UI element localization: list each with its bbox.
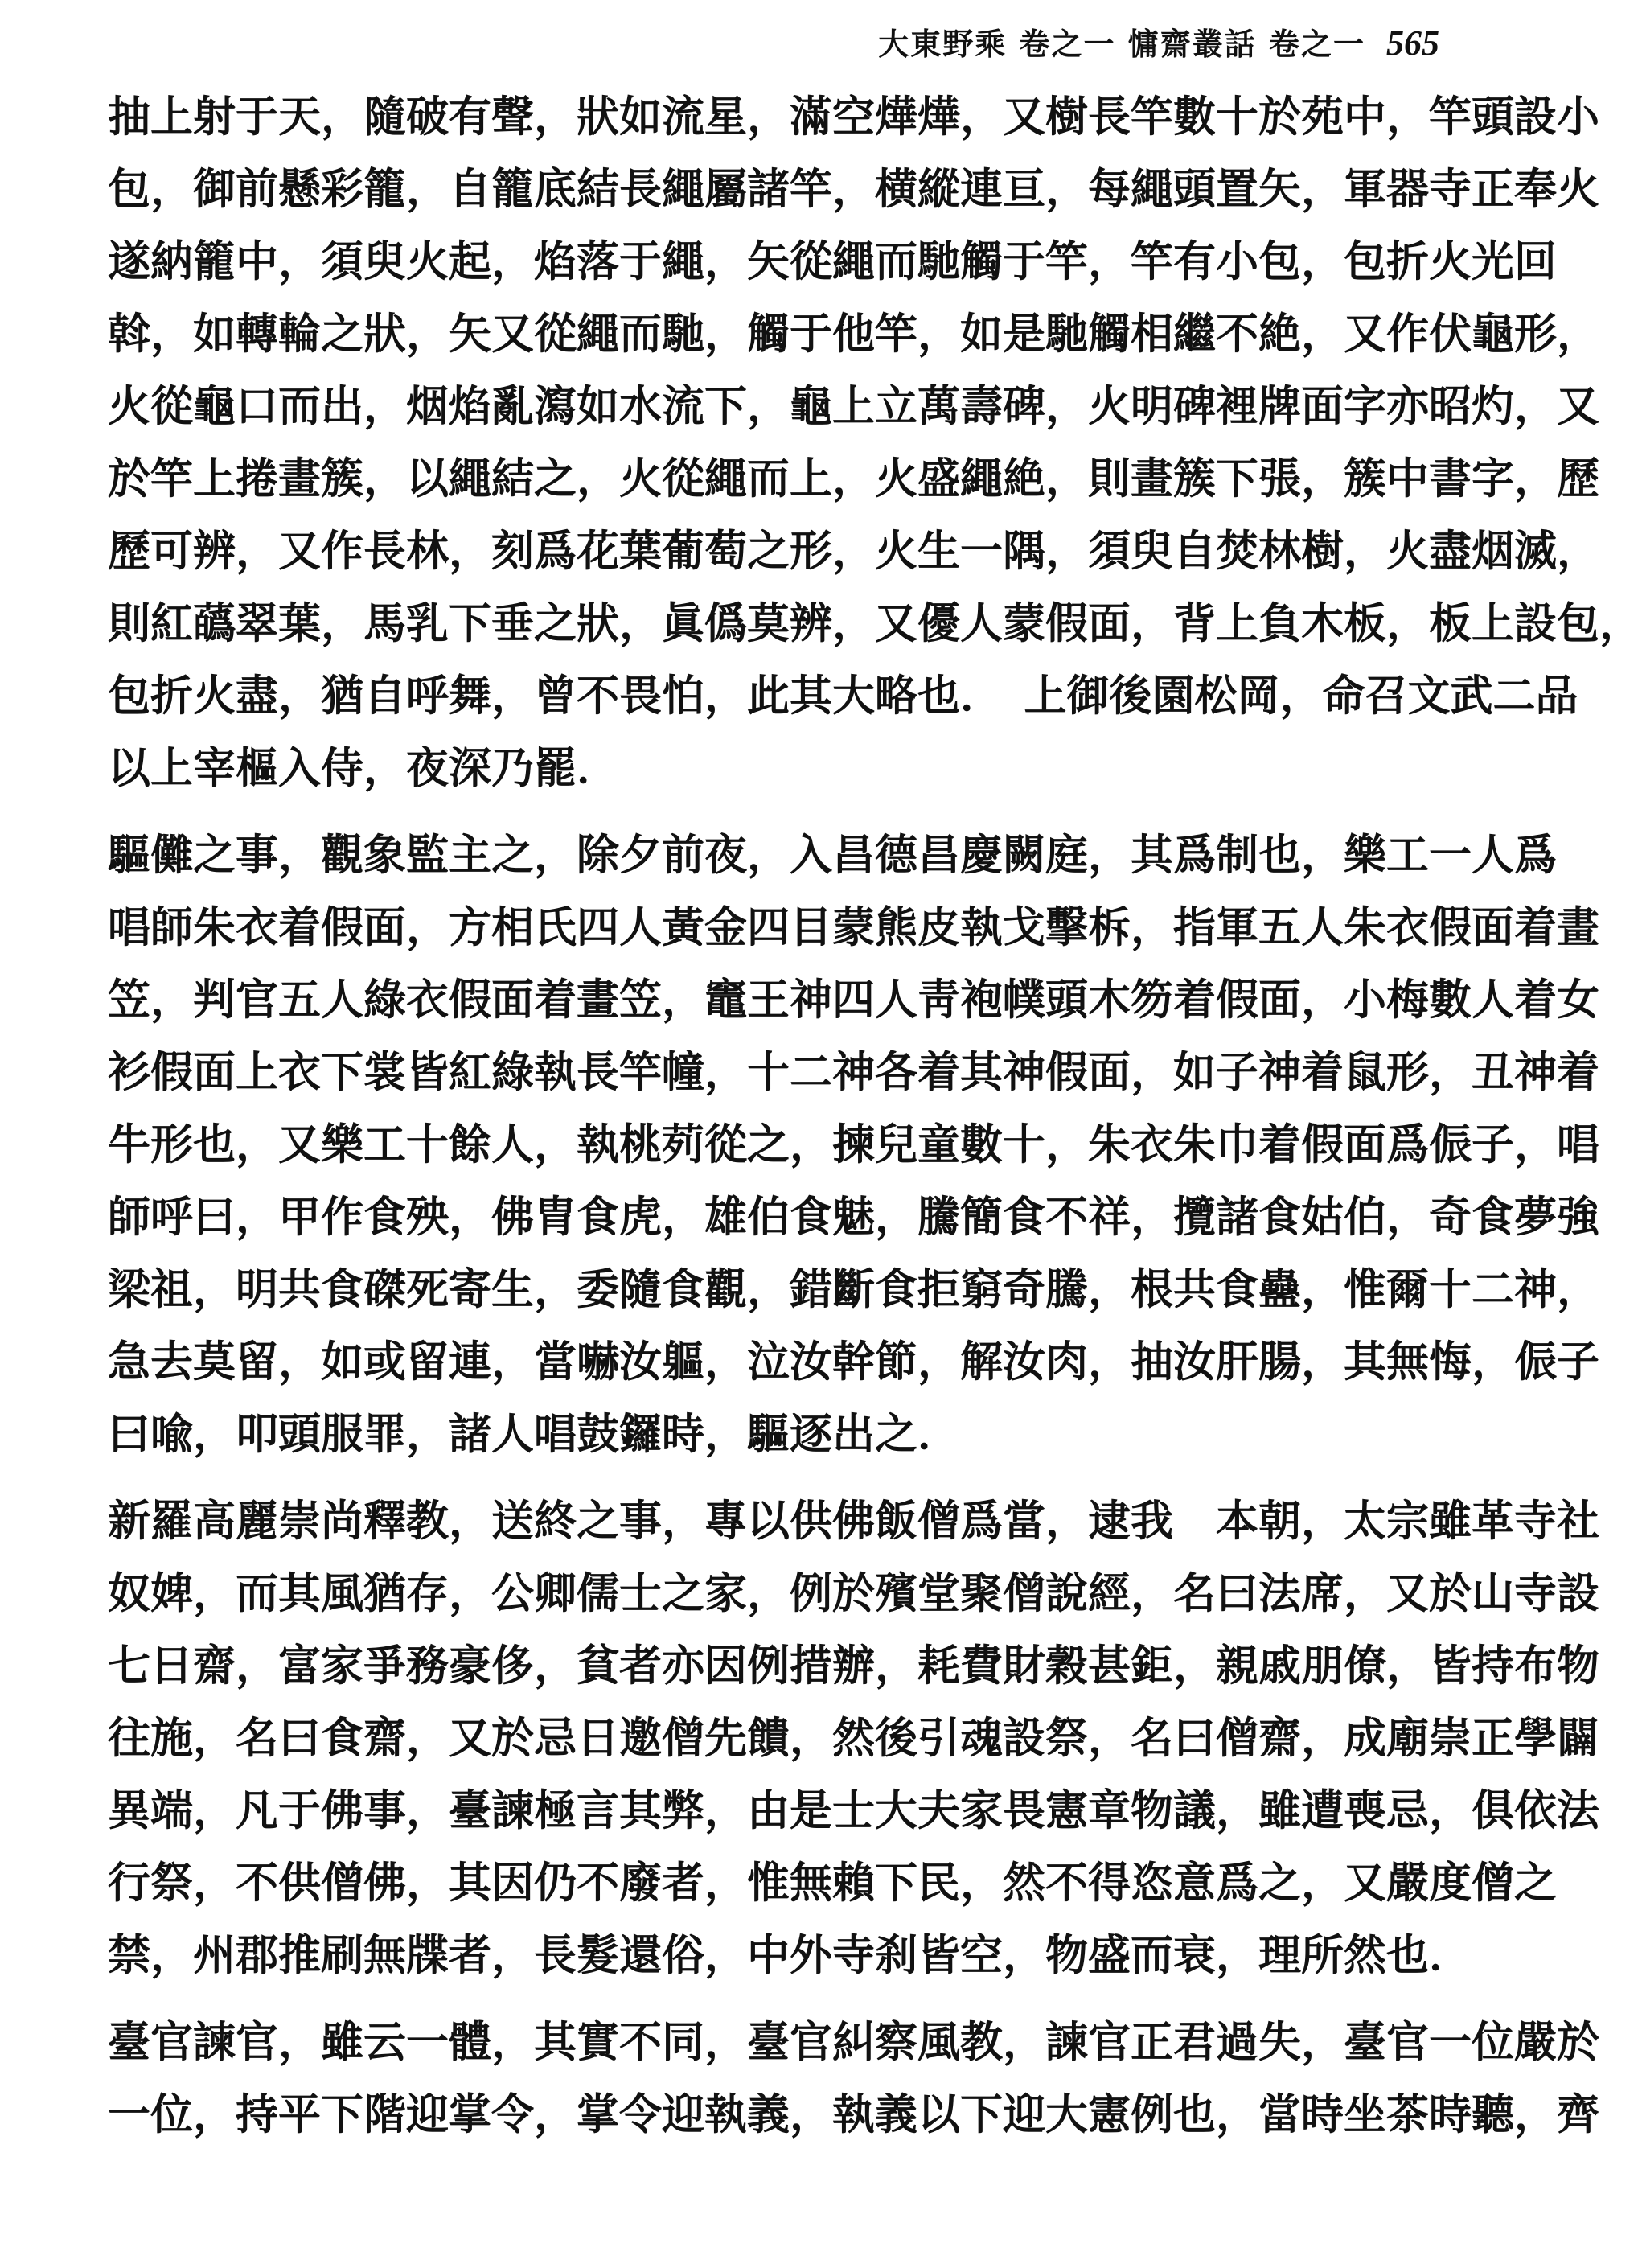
text-line: 新羅高麗崇尚釋教，送終之事，專以供佛飯僧爲當，逮我 本朝，太宗雖革寺社 bbox=[108, 1496, 1599, 1546]
text-line: 梁祖，明共食磔死寄生，委隨食觀，錯斷食拒窮奇騰，根共食蠱，惟爾十二神， bbox=[108, 1264, 1599, 1314]
text-line: 七日齋，富家爭務豪侈，貧者亦因例措辦，耗費財穀甚鉅，親戚朋僚，皆持布物 bbox=[108, 1641, 1599, 1691]
text-line: 笠，判官五人綠衣假面着畫笠，竈王神四人靑袍幞頭木笏着假面，小梅數人着女 bbox=[108, 975, 1599, 1025]
text-line: 衫假面上衣下裳皆紅綠執長竿幢，十二神各着其神假面，如子神着鼠形，丑神着 bbox=[108, 1047, 1599, 1097]
text-line: 則紅蘤翠葉，馬乳下垂之狀，眞僞莫辨，又優人蒙假面，背上負木板，板上設包， bbox=[108, 598, 1642, 648]
text-line: 一位，持平下階迎掌令，掌令迎執義，執義以下迎大憲例也，當時坐茶時聽，齊 bbox=[108, 2089, 1599, 2139]
text-line: 行祭，不供僧佛，其因仍不廢者，惟無賴下民，然不得恣意爲之，又嚴度僧之 bbox=[108, 1858, 1557, 1908]
text-line: 奴婢，而其風猶存，公卿儒士之家，例於殯堂聚僧說經，名曰法席，又於山寺設 bbox=[108, 1568, 1599, 1618]
text-line: 包折火盡，猶自呼舞，曾不畏怕，此其大略也． 上御後園松岡，命召文武二品 bbox=[108, 671, 1578, 721]
text-line: 急去莫留，如或留連，當嚇汝軀，泣汝幹節，解汝肉，抽汝肝腸，其無悔，侲子 bbox=[108, 1337, 1599, 1387]
paragraph bbox=[108, 819, 1599, 1470]
paragraph bbox=[108, 80, 1642, 804]
text-line: 驅儺之事，觀象監主之，除夕前夜，入昌德昌慶闕庭，其爲制也，樂工一人爲 bbox=[108, 830, 1557, 880]
page-number: 565 bbox=[1386, 23, 1439, 63]
header-title: 大東野乘 卷之一 慵齋叢話 卷之一 bbox=[878, 26, 1365, 62]
text-line: 抽上射于天，隨破有聲，狀如流星，滿空燁燁，又樹長竿數十於苑中，竿頭設小 bbox=[108, 92, 1599, 142]
text-line: 臺官諫官，雖云一體，其實不同，臺官糾察風教，諫官正君過失，臺官一位嚴於 bbox=[108, 2017, 1599, 2067]
text-line: 往施，名曰食齋，又於忌日邀僧先饋，然後引魂設祭，名曰僧齋，成廟崇正學闢 bbox=[108, 1713, 1599, 1763]
text-line: 牛形也，又樂工十餘人，執桃茢從之，揀兒童數十，朱衣朱巾着假面爲侲子，唱 bbox=[108, 1120, 1599, 1169]
text-line: 斡，如轉輪之狀，矢又從繩而馳，觸于他竿，如是馳觸相繼不絶，又作伏龜形， bbox=[108, 309, 1599, 359]
text-line: 曰喩，叩頭服罪，諸人唱鼓鑼時，驅逐出之． bbox=[108, 1409, 960, 1459]
text-line: 師呼曰，甲作食殃，佛胄食虎，雄伯食魅，騰簡食不祥，攬諸食姑伯，奇食夢強 bbox=[108, 1192, 1599, 1242]
text-line: 唱師朱衣着假面，方相氏四人黃金四目蒙熊皮執戈擊柝，指軍五人朱衣假面着畫 bbox=[108, 902, 1599, 952]
text-line: 禁，州郡推刷無牒者，長髮還俗，中外寺刹皆空，物盛而衰，理所然也． bbox=[108, 1930, 1472, 1980]
text-line: 火從龜口而出，烟焰亂瀉如水流下，龜上立萬壽碑，火明碑裡牌面字亦昭灼，又 bbox=[108, 381, 1599, 431]
text-line: 於竿上捲畫簇，以繩結之，火從繩而上，火盛繩絶，則畫簇下張，簇中書字，歷 bbox=[108, 454, 1599, 503]
text-line: 異端，凡于佛事，臺諫極言其弊，由是士大夫家畏憲章物議，雖遭喪忌，俱依法 bbox=[108, 1785, 1599, 1835]
text-line: 以上宰樞入侍，夜深乃罷． bbox=[108, 743, 619, 793]
text-line: 遂納籠中，須臾火起，焰落于繩，矢從繩而馳觸于竿，竿有小包，包折火光回 bbox=[108, 236, 1557, 286]
running-header bbox=[878, 19, 1439, 64]
body-text bbox=[108, 80, 1642, 2165]
paragraph bbox=[108, 1485, 1599, 1991]
paragraph bbox=[108, 2006, 1599, 2151]
text-line: 歷可辨，又作長林，刻爲花葉葡萄之形，火生一隅，須臾自焚林樹，火盡烟滅， bbox=[108, 526, 1599, 576]
text-line: 包，御前懸彩籠，自籠底結長繩屬諸竿，横縱連亘，每繩頭置矢，軍器寺正奉火 bbox=[108, 164, 1599, 214]
